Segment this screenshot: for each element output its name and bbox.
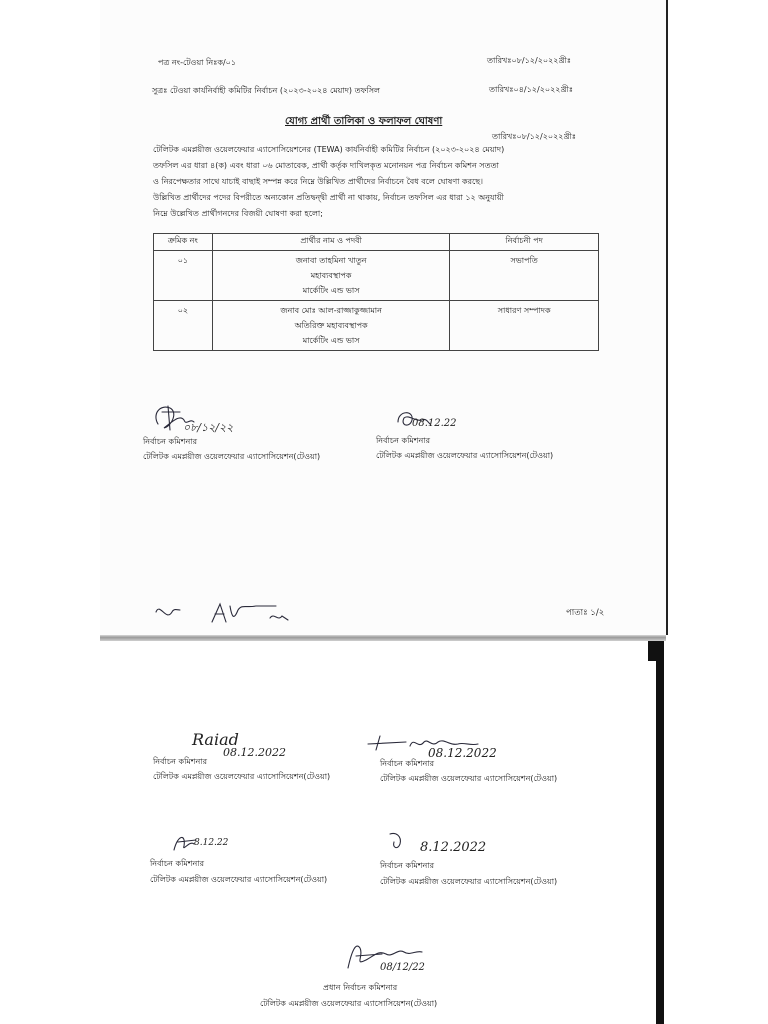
association-name: টেলিটক এমপ্লয়ীজ ওয়েলফেয়ার এ্যাসোসিয়েশন(টেওয়া) bbox=[150, 875, 328, 884]
candidate-name: জনাবা তাহমিনা খাতুন bbox=[295, 256, 367, 265]
table-row bbox=[154, 301, 599, 351]
notice-date: তারিখঃ০৮/১২/২০২২খ্রীঃ bbox=[492, 132, 577, 141]
association-name: টেলিটক এমপ্লয়ীজ ওয়েলফেয়ার এ্যাসোসিয়েশন(টেওয়া) bbox=[260, 999, 438, 1008]
signature-date: ০৮/১২/২২ bbox=[183, 421, 234, 434]
column-header-candidate: প্রার্থীর নাম ও পদবী bbox=[212, 234, 449, 251]
signature-date: 08.12.2022 bbox=[428, 746, 497, 760]
association-name: টেলিটক এমপ্লয়ীজ ওয়েলফেয়ার এ্যাসোসিয়েশন(টেওয়া) bbox=[143, 452, 321, 461]
candidate-department: মার্কেটিং এন্ড ভাস bbox=[302, 286, 360, 295]
page-number: পাতাঃ ১/২ bbox=[566, 608, 605, 618]
column-header-serial: ক্রমিক নং bbox=[154, 234, 213, 251]
page-edge-shadow bbox=[666, 0, 668, 635]
initials-marks bbox=[152, 598, 302, 632]
signature-commissioner-6 bbox=[386, 828, 416, 856]
candidate-designation: অতিরিক্ত মহাব্যবস্থাপক bbox=[294, 321, 368, 330]
association-name: টেলিটক এমপ্লয়ীজ ওয়েলফেয়ার এ্যাসোসিয়েশন(টেওয়া) bbox=[376, 451, 554, 460]
reference-date: তারিখঃ০৮/১২/২০২২খ্রীঃ bbox=[487, 56, 572, 65]
signature-date: 08.12.22 bbox=[412, 418, 457, 429]
handwritten-initials-icon bbox=[152, 598, 302, 628]
commissioner-role: নির্বাচন কমিশনার bbox=[380, 861, 435, 870]
table-header-row bbox=[154, 234, 599, 251]
candidate-designation: মহাব্যবস্থাপক bbox=[310, 271, 352, 280]
notice-paragraph-line: নিম্নে উল্লেখিত প্রার্থীগনদের বিজয়ী ঘোষণা করা হলো; bbox=[153, 209, 323, 218]
signature-name: Raiad bbox=[192, 730, 239, 749]
reference-number: পত্র নং-টেওয়া নিঃক/০১ bbox=[158, 58, 237, 67]
cell-serial: ০২ bbox=[154, 301, 213, 351]
candidate-department: মার্কেটিং এন্ড ভাস bbox=[302, 336, 360, 345]
page-edge-corner bbox=[648, 641, 664, 661]
notice-title: যোগ্য প্রার্থী তালিকা ও ফলাফল ঘোষণা bbox=[285, 116, 443, 127]
association-name: টেলিটক এমপ্লয়ীজ ওয়েলফেয়ার এ্যাসোসিয়েশন(টেওয়া) bbox=[153, 772, 331, 781]
signature-date: 8.12.2022 bbox=[420, 840, 487, 855]
notice-paragraph-line: উল্লিখিত প্রার্থীদের পদের বিপরীতে অন্যকোন প্রতিদ্বন্দ্বী প্রার্থী না থাকায়, নির্বাচন তফসিল এর ধারা ১২ অনুযায়ী bbox=[153, 193, 504, 202]
commissioner-role: নির্বাচন কমিশনার bbox=[150, 859, 205, 868]
signature-date: 08.12.2022 bbox=[223, 746, 286, 759]
cell-post: সাধারণ সম্পাদক bbox=[450, 301, 599, 351]
notice-paragraph-line: ও নিরপেক্ষতার সাথে যাচাই বাছাই সম্পন্ন করে নিম্নে উল্লিখিত প্রার্থীদের নির্বাচনে বৈধ বলে ঘোষণা করছে। bbox=[153, 177, 483, 186]
subject-date: তারিখঃ০৪/১২/২০২২খ্রীঃ bbox=[489, 85, 574, 94]
subject-line: সুত্রঃ টেওয়া কার্যনির্বাহী কমিটির নির্বাচন (২০২৩-২০২৪ মেয়াদ) তফসিল bbox=[152, 86, 380, 95]
candidate-table bbox=[153, 233, 599, 351]
commissioner-role: নির্বাচন কমিশনার bbox=[376, 436, 431, 445]
handwritten-signature-icon bbox=[386, 828, 416, 852]
candidate-name: জনাব মোঃ আল-রাজ্জাকুজ্জামান bbox=[280, 306, 382, 315]
page-edge-shadow-lower bbox=[656, 641, 664, 1024]
association-name: টেলিটক এমপ্লয়ীজ ওয়েলফেয়ার এ্যাসোসিয়েশন(টেওয়া) bbox=[380, 877, 558, 886]
signature-date: 08/12/22 bbox=[380, 962, 425, 973]
notice-paragraph-line: টেলিটক এমপ্লয়ীজ ওয়েলফেয়ার এ্যাসোসিয়েশনের (TEWA) কার্যনির্বাহী কমিটির নির্বাচন (২০২৩-২০২৪ মেয়াদ) bbox=[153, 145, 505, 154]
column-header-post: নির্বাচনী পদ bbox=[450, 234, 599, 251]
association-name: টেলিটক এমপ্লয়ীজ ওয়েলফেয়ার এ্যাসোসিয়েশন(টেওয়া) bbox=[380, 774, 558, 783]
cell-serial: ০১ bbox=[154, 251, 213, 301]
commissioner-role: নির্বাচন কমিশনার bbox=[143, 437, 198, 446]
cell-candidate bbox=[212, 251, 449, 301]
commissioner-role: নির্বাচন কমিশনার bbox=[153, 757, 208, 766]
cell-post: সভাপতি bbox=[450, 251, 599, 301]
notice-paragraph-line: তফসিল এর ধারা ৪(ক) এবং ধারা ০৬ মোতাবেক, প্রার্থী কর্তৃক দাখিলকৃত মনোনয়ন পত্র নির্বাচন কমিশন সততা bbox=[153, 161, 499, 170]
chief-commissioner-role: প্রধান নির্বাচন কমিশনার bbox=[323, 983, 398, 992]
signature-date: 8.12.22 bbox=[194, 838, 229, 848]
table-row bbox=[154, 251, 599, 301]
commissioner-role: নির্বাচন কমিশনার bbox=[380, 759, 435, 768]
cell-candidate bbox=[212, 301, 449, 351]
